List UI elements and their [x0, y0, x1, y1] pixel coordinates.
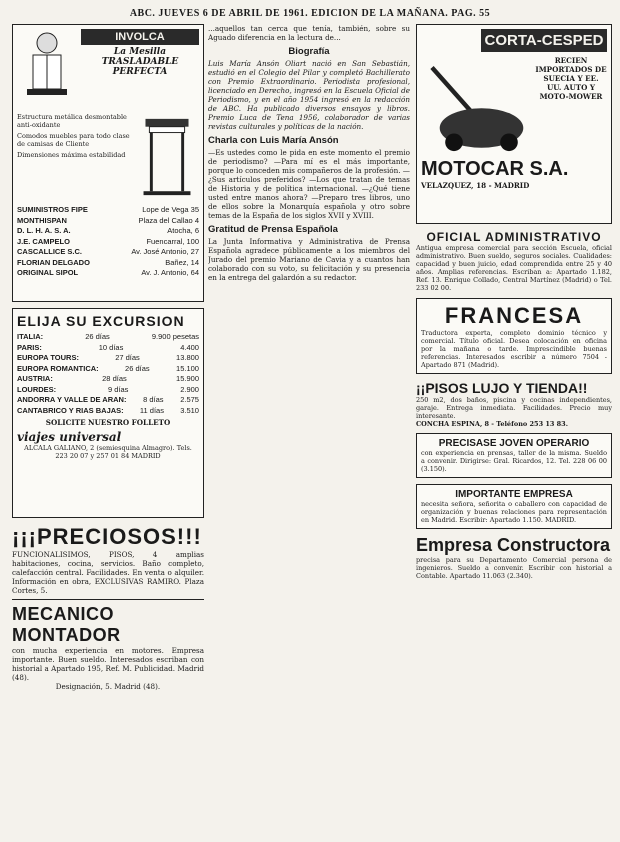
excursion-ad: [12, 308, 204, 518]
oficial-title: OFICIAL ADMINISTRATIVO: [426, 230, 602, 244]
involca-feature: Comodos muebles para todo clase de camisas de Cliente: [17, 132, 130, 148]
trip-row: EUROPA ROMANTICA: 26 días 15.100: [17, 363, 199, 373]
page-header: ABC. JUEVES 6 DE ABRIL DE 1961. EDICION DE LA MAÑANA. PAG. 55: [129, 8, 491, 19]
chat-heading: Charla con Luis María Ansón: [208, 135, 339, 146]
oficial-text: Antigua empresa comercial para sección Escuela, oficial administrativo. Buen sueldo, seguros sociales. Cualidades: capacidad y buen juicio, edad comprendida entre 25 y 40 años. Amplias referencias. Escriban a: Apartado 1.182, Ref. 13. Enrique Collado, Central Martínez (Madrid) o Tel. 233 02 00.: [416, 244, 612, 292]
dealer-row: MONTHISPAN Plaza del Callao 4: [17, 215, 199, 225]
involca-tagline: La Mesilla TRASLADABLE PERFECTA: [101, 47, 179, 77]
mecanico-footer: Designación, 5. Madrid (48).: [55, 682, 161, 691]
column-right: [416, 24, 612, 836]
trip-row: PARIS: 10 días 4.400: [17, 342, 199, 352]
cortacesped-subtitle: RECIEN IMPORTADOS DE SUECIA Y EE. UU. AUTO Y MOTO-MOWER: [535, 56, 607, 101]
trip-row: CANTABRICO Y RIAS BAJAS: 11 días 3.510: [17, 405, 199, 415]
constructora-text: precisa para su Departamento Comercial persona de ingenieros. Sueldo a convenir. Escribir con historial a Contable. Apartado 11.063 (2.340).: [416, 556, 612, 580]
preciosos-text: FUNCIONALISIMOS, PISOS, 4 amplias habitaciones, cocina, servicios. Baño completo, calefacción central. Facilidades. En venta o alquiler. Información en obra, EXCLUSIVAS RAMIRO. Plaza Cortes, 5.: [12, 550, 204, 595]
pisos-ad: [416, 380, 612, 428]
francesa-text: Traductora experta, completo dominio técnico y comercial. Título oficial. Desea colocación en oficina por la mañana o tarde. Imprescindible buenas referencias. Interesados escribir a número 7504 - Apartado 871 (Madrid).: [421, 329, 607, 369]
dealer-row: SUMINISTROS FIPE Lope de Vega 35: [17, 205, 199, 214]
importante-title: IMPORTANTE EMPRESA: [455, 489, 573, 500]
motocar-address: VELAZQUEZ, 18 - MADRID: [421, 181, 530, 190]
trip-row: AUSTRIA: 28 días 15.900: [17, 374, 199, 383]
pisos-title: ¡¡PISOS LUJO Y TIENDA!!: [416, 380, 588, 396]
agency-address: ALCALA GALIANO, 2 (semiesquina Almagro). Tels. 223 20 07 y 257 01 84 MADRID: [24, 444, 192, 460]
waiter-illustration-icon: [17, 29, 77, 109]
lawnmower-icon: [421, 56, 531, 156]
table-illustration-icon: [135, 113, 199, 201]
article-intro: ...aquellos tan cerca que tenía, también, sobre su Aguado diferencia en la lectura de...: [208, 24, 410, 42]
mecanico-ad: [12, 604, 204, 691]
constructora-title: Empresa Constructora: [416, 535, 611, 555]
involca-brand: INVOLCA: [81, 29, 199, 45]
cortacesped-title: CORTA-CESPED: [481, 29, 607, 52]
operario-title: PRECISASE JOVEN OPERARIO: [438, 438, 590, 449]
trip-row: LOURDES: 9 días 2.900: [17, 384, 199, 394]
operario-text: con experiencia en prensas, taller de la misma. Sueldo a convenir. Dirigirse: Gral. Ricardos, 12. Tel. 228 06 00 (3.150).: [421, 449, 607, 473]
column-left: [12, 24, 204, 836]
constructora-ad: [416, 535, 612, 580]
dealer-row: ORIGINAL SIPOL Av. J. Antonio, 64: [17, 268, 199, 277]
francesa-title: FRANCESA: [444, 303, 584, 328]
involca-feature: Estructura metálica desmontable anti-oxidante: [17, 113, 127, 129]
oficial-ad: [416, 230, 612, 292]
operario-ad: [416, 433, 612, 478]
pisos-text: 250 m2, dos baños, piscina y cocinas independientes, garaje. Entrega inmediata. Facilidades. Precio muy interesante.: [416, 396, 612, 420]
bio-text: Luis María Ansón Oliart nació en San Sebastián, estudió en el Colegio del Pilar y completó Bachillerato con Premio Extraordinario. Periodista profesional, licenciado en Derecho, ingresó en la Escuela Oficial de Periodismo, y en el año 1954 ingresó en la redacción de ABC. Ha publicado diversos ensayos y libros. Premio Luca de Tena 1956, colaborador de varias revistas culturales y políticas de la nación.: [208, 59, 410, 131]
column-middle: [208, 24, 410, 836]
cortacesped-ad: [416, 24, 612, 224]
chat-text: —Es ustedes como le pida en este momento el premio de periodismo? —Para mí es el más importante, porque lo conceden mis compañeros de la profesión. —¿Sus artículos preferidos? —Los que tratan de temas de Historia y de política internacional. —¿Qué tiene usted entre manos ahora? —Preparo tres libros, uno de ellos sobre la Monarquía española y otro sobre temas de la España de los siglos XVII y XVIII.: [208, 148, 410, 220]
agency-name: viajes universal: [17, 430, 122, 444]
excursion-title: ELIJA SU EXCURSION: [17, 313, 185, 329]
mecanico-text: con mucha experiencia en motores. Empresa importante. Buen sueldo. Interesados escriban con historial a Apartado 195, Ref. M. Publicidad. Madrid (48).: [12, 646, 204, 682]
preciosos-ad: [12, 524, 204, 595]
involca-ad: [12, 24, 204, 302]
involca-feature: Dimensiones máxima estabilidad: [17, 151, 126, 159]
bio-heading: Biografía: [288, 46, 330, 57]
trip-row: ANDORRA Y VALLE DE ARAN: 8 días 2.575: [17, 395, 199, 404]
francesa-ad: [416, 298, 612, 374]
trip-row: EUROPA TOURS: 27 días 13.800: [17, 353, 199, 362]
pisos-contact: CONCHA ESPINA, 8 - Teléfono 253 13 83.: [416, 420, 568, 428]
trip-row: ITALIA: 26 días 9.900 pesetas: [17, 332, 199, 341]
mecanico-title: MECANICO MONTADOR: [12, 604, 121, 645]
motocar-name: MOTOCAR S.A.: [421, 158, 569, 180]
preciosos-title: ¡¡¡PRECIOSOS!!!: [12, 524, 202, 549]
importante-ad: [416, 484, 612, 529]
dealer-row: FLORIAN DELGADO Bañez, 14: [17, 257, 199, 267]
dealer-row: CASCALLICE S.C. Av. José Antonio, 27: [17, 247, 199, 256]
importante-text: necesita señora, señorita o caballero con capacidad de organización y buenas relaciones para representación en Madrid. Escribir: Apartado 1.150. MADRID.: [421, 500, 607, 524]
gratitude-heading: Gratitud de Prensa Española: [208, 224, 338, 235]
dealer-row: D. L. H. A. S. A. Atocha, 6: [17, 226, 199, 235]
excursion-footer: SOLICITE NUESTRO FOLLETO: [45, 418, 171, 427]
gratitude-text: La Junta Informativa y Administrativa de Prensa Española agradece públicamente a los miembros del Jurado del premio Mariano de Cavia y a cuantos han colaborado con su voto, su felicitación y su presencia en la entrega del galardón a su redactor.: [208, 237, 410, 282]
dealer-row: J.E. CAMPELO Fuencarral, 100: [17, 236, 199, 246]
